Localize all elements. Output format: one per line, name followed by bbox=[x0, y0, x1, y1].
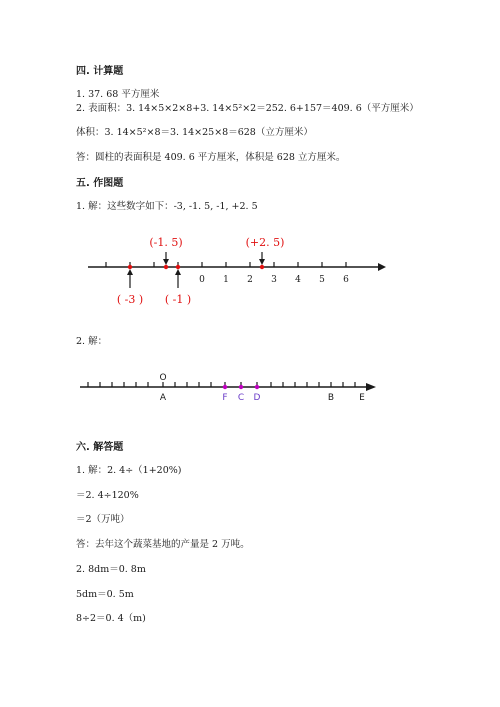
axis-arrowhead-1 bbox=[378, 263, 386, 271]
tick-label-3: 3 bbox=[271, 275, 277, 285]
section-heading-solutions: 六. 解答题 bbox=[76, 442, 124, 453]
number-line-2 bbox=[0, 370, 500, 410]
point-c bbox=[239, 385, 243, 389]
callout-minus-1-5: (-1. 5) bbox=[149, 236, 183, 249]
solution-line-4: 答：去年这个蔬菜基地的产量是 2 万吨。 bbox=[76, 539, 250, 550]
point-f bbox=[223, 385, 227, 389]
callout-minus-3: ( -3 ) bbox=[116, 293, 144, 306]
drawing-question-2: 2. 解： bbox=[76, 336, 108, 347]
label-f: F bbox=[222, 393, 228, 403]
solution-line-7: 8÷2＝0. 4（m) bbox=[76, 613, 146, 624]
solution-line-5: 2. 8dm＝0. 8m bbox=[76, 564, 146, 575]
axis-arrowhead-2 bbox=[366, 383, 376, 391]
solution-line-2: ＝2. 4÷120% bbox=[76, 490, 139, 501]
label-c: C bbox=[237, 393, 245, 403]
callout-plus-2-5: (+2. 5) bbox=[245, 236, 285, 249]
point-d bbox=[255, 385, 259, 389]
point-plus-2-5 bbox=[260, 265, 264, 269]
answer-line-volume: 体积：3. 14×5²×8＝3. 14×25×8＝628（立方厘米） bbox=[76, 127, 313, 138]
point-minus-1-5 bbox=[164, 265, 168, 269]
section-heading-calculation: 四. 计算题 bbox=[76, 66, 124, 77]
label-e: E bbox=[359, 393, 365, 403]
tick-label-2: 2 bbox=[247, 275, 253, 285]
tick-label-1: 1 bbox=[223, 275, 229, 285]
tick-label-5: 5 bbox=[319, 275, 325, 285]
answer-line-2: 2. 表面积：3. 14×5×2×8+3. 14×5²×2＝252. 6+157＝409. 6（平方厘米） bbox=[76, 103, 419, 114]
point-minus-1 bbox=[176, 265, 180, 269]
label-b: B bbox=[327, 393, 335, 403]
tick-label-4: 4 bbox=[295, 275, 301, 285]
drawing-question-1: 1. 解：这些数字如下：-3, -1. 5, -1, +2. 5 bbox=[76, 201, 258, 212]
section-heading-drawing: 五. 作图题 bbox=[76, 178, 124, 189]
label-d: D bbox=[253, 393, 261, 403]
tick-label-0: 0 bbox=[199, 275, 205, 285]
answer-line-1: 1. 37. 68 平方厘米 bbox=[76, 89, 160, 100]
solution-line-6: 5dm＝0. 5m bbox=[76, 589, 134, 600]
point-minus-3 bbox=[128, 265, 132, 269]
number-line-1 bbox=[0, 228, 500, 318]
callout-minus-1: ( -1 ) bbox=[164, 293, 192, 306]
solution-line-1: 1. 解：2. 4÷（1+20%) bbox=[76, 465, 182, 476]
origin-label: O bbox=[159, 373, 167, 383]
tick-label-6: 6 bbox=[343, 275, 349, 285]
label-a: A bbox=[159, 393, 167, 403]
solution-line-3: ＝2（万吨） bbox=[76, 514, 130, 525]
answer-line-conclusion: 答：圆柱的表面积是 409. 6 平方厘米，体积是 628 立方厘米。 bbox=[76, 152, 346, 163]
